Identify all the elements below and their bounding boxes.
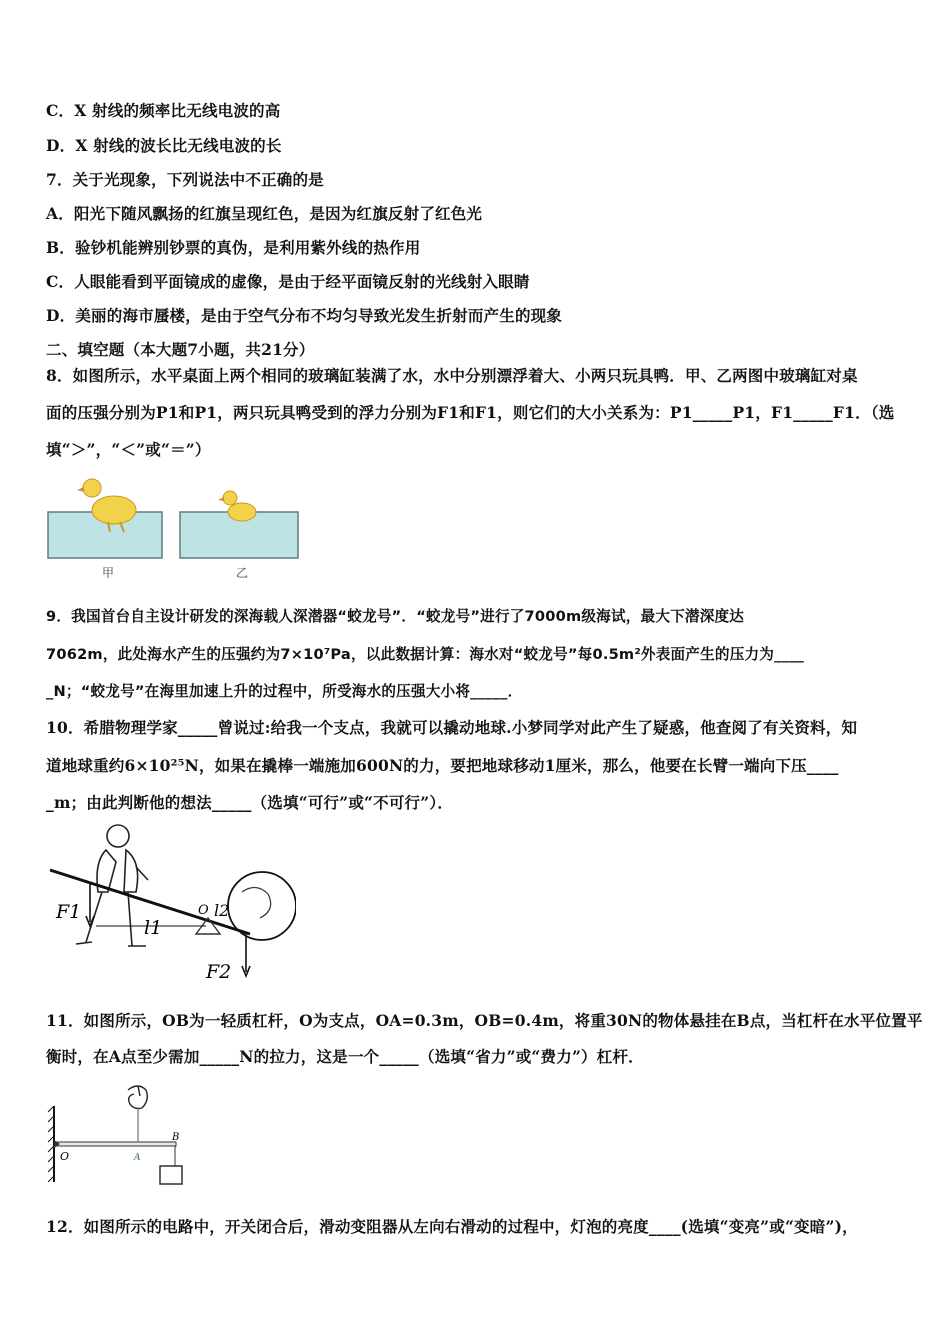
l1-label: l1 (144, 917, 163, 939)
lever-earth-figure (46, 822, 296, 982)
question-8-line-1: 8．如图所示，水平桌面上两个相同的玻璃缸装满了水，水中分别漂浮着大、小两只玩具鸭．甲、乙两图中玻璃缸对桌 (46, 366, 858, 385)
question-11-line-1: 11．如图所示，OB为一轻质杠杆，O为支点，OA=0.3m，OB=0.4m，将重30N的物体悬挂在B点，当杠杆在水平位置平 (46, 1011, 923, 1030)
hand-icon (128, 1086, 147, 1109)
question-10-line-3: _m；由此判断他的想法_____（选填“可行”或“不可行”）． (46, 793, 454, 812)
q7-option-c: C．人眼能看到平面镜成的虚像，是由于经平面镜反射的光线射入眼睛 (46, 272, 530, 291)
man-figure (76, 825, 148, 946)
question-11-line-2: 衡时，在A点至少需加_____N的拉力，这是一个_____（选填“省力”或“费力”）杠杆． (46, 1047, 644, 1066)
bar-ob (56, 1142, 176, 1146)
f1-label: F1 (56, 901, 82, 923)
question-9-line-1: 9．我国首台自主设计研发的深海载人深潜器“蛟龙号”．“蛟龙号”进行了7000m级海试，最大下潜深度达 (46, 608, 745, 625)
question-8-line-2: 面的压强分别为P1和P1，两只玩具鸭受到的浮力分别为F1和F1，则它们的大小关系为：P1_____P1，F1_____F1．（选 (46, 403, 895, 422)
point-a-label: A (134, 1153, 141, 1163)
tanks-figure (46, 470, 306, 585)
point-b-label: B (172, 1132, 180, 1143)
lever-o-label: O (198, 903, 209, 918)
line-1: C．X 射线的频率比无线电波的高 (46, 101, 281, 120)
section-heading: 二、填空题（本大题7小题，共21分） (46, 340, 315, 359)
l2-label: l2 (214, 901, 230, 920)
tank-left-label: 甲 (102, 566, 115, 580)
question-10-line-1: 10．希腊物理学家_____曾说过:给我一个支点，我就可以撬动地球.小梦同学对此产生了疑惑，他查阅了有关资料，知 (46, 718, 858, 737)
point-o-label: O (60, 1150, 70, 1163)
tank-right-label: 乙 (236, 566, 249, 580)
question-12: 12．如图所示的电路中，开关闭合后，滑动变阻器从左向右滑动的过程中，灯泡的亮度____(选填“变亮”或“变暗”)， (46, 1217, 858, 1236)
question-7: 7．关于光现象，下列说法中不正确的是 (46, 170, 324, 189)
q7-option-b: B．验钞机能辨别钞票的真伪，是利用紫外线的热作用 (46, 238, 421, 257)
question-8-line-3: 填“＞”，“＜”或“＝”） (46, 440, 211, 459)
question-10-line-2: 道地球重约6×10²⁵N，如果在撬棒一端施加600N的力，要把地球移动1厘米，那么，他要在长臂一端向下压____ (46, 756, 839, 775)
earth-icon (228, 872, 296, 940)
f2-label: F2 (206, 961, 232, 982)
question-9-line-3: _N；“蛟龙号”在海里加速上升的过程中，所受海水的压强大小将_____． (46, 683, 523, 700)
weight-block (160, 1166, 182, 1184)
q7-option-a: A．阳光下随风飘扬的红旗呈现红色，是因为红旗反射了红色光 (46, 204, 483, 223)
q7-option-d: D．美丽的海市蜃楼，是由于空气分布不均匀导致光发生折射而产生的现象 (46, 306, 563, 325)
line-2: D．X 射线的波长比无线电波的长 (46, 136, 282, 155)
question-9-line-2: 7062m，此处海水产生的压强约为7×10⁷Pa，以此数据计算：海水对“蛟龙号”每0.5m²外表面产生的压力为____ (46, 646, 805, 663)
lever-bar-figure (44, 1082, 204, 1192)
